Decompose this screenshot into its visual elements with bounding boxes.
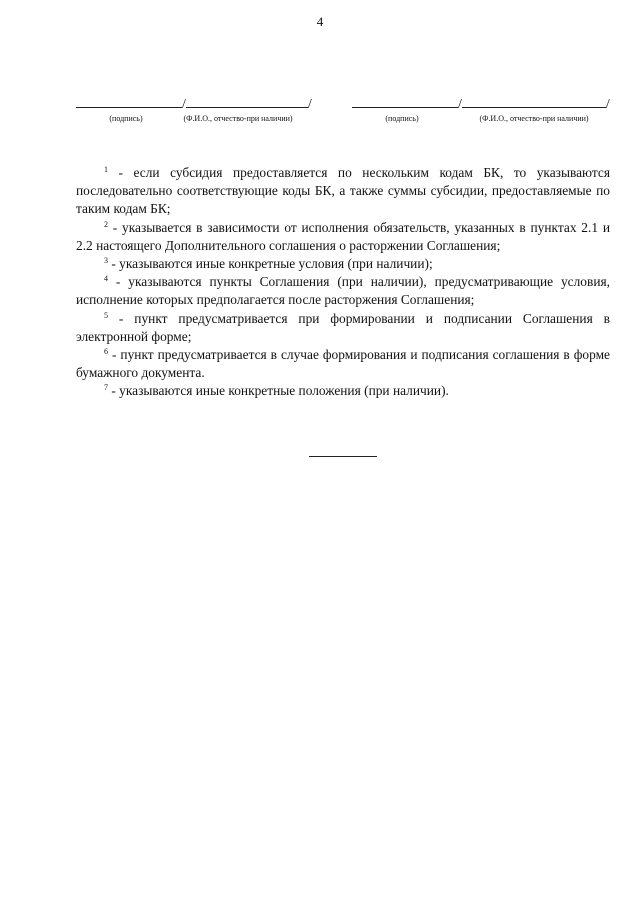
footnote-mark: 4 <box>104 274 108 284</box>
footnote-2 <box>76 219 610 255</box>
footnote-text: - указываются иные конкретные условия (при наличии); <box>108 256 433 272</box>
end-divider <box>309 456 377 457</box>
footnote-mark: 7 <box>104 383 108 393</box>
slash-separator: / <box>307 97 312 112</box>
footnote-1 <box>76 164 610 219</box>
name-blank <box>186 94 308 108</box>
footnote-5 <box>76 310 610 346</box>
footnote-mark: 2 <box>104 219 108 229</box>
right-name-caption: (Ф.И.О., отчество-при наличии) <box>479 114 589 123</box>
left-signature-line <box>76 94 312 113</box>
footnote-7 <box>76 382 610 400</box>
footnote-mark: 6 <box>104 347 108 357</box>
left-signature-caption: (подпись) <box>109 114 143 123</box>
footnote-3 <box>76 255 610 273</box>
signature-blank <box>76 94 182 108</box>
slash-separator: / <box>458 97 462 112</box>
name-blank <box>462 94 606 108</box>
signature-blank <box>352 94 458 108</box>
footnote-6 <box>76 346 610 382</box>
footnote-text: - пункт предусматривается в случае формирования и подписания соглашения в форме бумажного документа. <box>76 347 610 381</box>
footnote-mark: 3 <box>104 256 108 266</box>
footnote-mark: 5 <box>104 310 108 320</box>
left-name-caption: (Ф.И.О., отчество-при наличии) <box>183 114 293 123</box>
footnote-text: - указывается в зависимости от исполнения обязательств, указанных в пунктах 2.1 и 2.2 настоящего Дополнительного соглашения о расторжении Соглашения; <box>76 219 610 253</box>
footnote-text: - если субсидия предоставляется по нескольким кодам БК, то указываются последовательно соответствующие коды БК, а также суммы субсидии, предоставляемые по таким кодам БК; <box>76 165 610 217</box>
right-signature-line <box>352 94 610 113</box>
slash-separator: / <box>605 97 610 112</box>
footnotes-section <box>76 164 610 401</box>
footnote-text: - пункт предусматривается при формировании и подписании Соглашения в электронной форме; <box>76 310 610 344</box>
footnote-4 <box>76 273 610 309</box>
footnote-text: - указываются пункты Соглашения (при наличии), предусматривающие условия, исполнение которых предполагается после расторжения Соглашения; <box>76 274 610 308</box>
right-signature-caption: (подпись) <box>385 114 419 123</box>
slash-separator: / <box>182 97 186 112</box>
page-number: 4 <box>316 14 324 29</box>
footnote-mark: 1 <box>104 165 108 174</box>
footnote-text: - указываются иные конкретные положения (при наличии). <box>108 383 449 399</box>
